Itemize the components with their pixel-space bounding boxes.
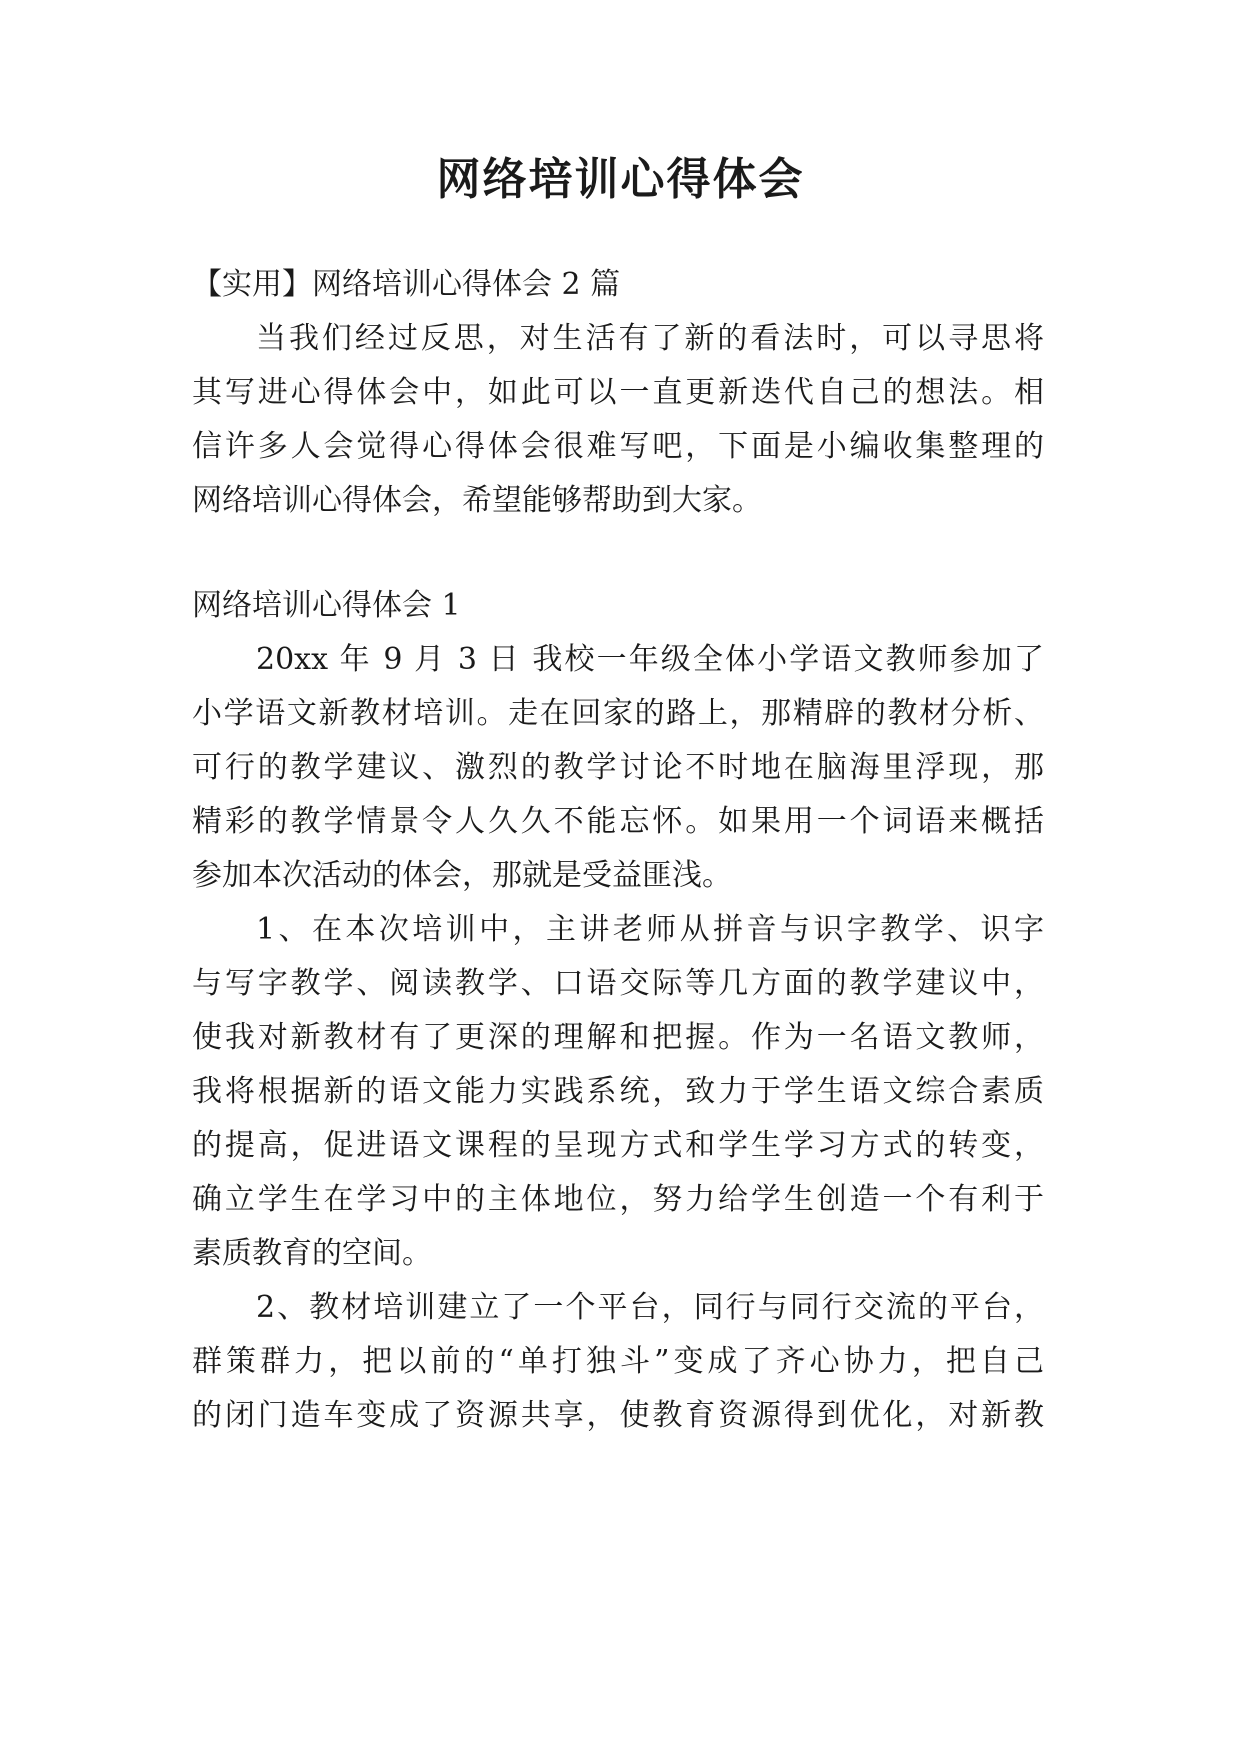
paragraph-line: 使我对新教材有了更深的理解和把握。作为一名语文教师， — [192, 1020, 1044, 1055]
document-subtitle: 【实用】网络培训心得体会 2 篇 — [192, 267, 621, 302]
section-heading: 网络培训心得体会 1 — [192, 588, 461, 623]
paragraph-line: 参加本次活动的体会，那就是受益匪浅。 — [192, 858, 732, 893]
paragraph-line: 2、教材培训建立了一个平台，同行与同行交流的平台， — [256, 1290, 1044, 1325]
paragraph-line: 我将根据新的语文能力实践系统，致力于学生语文综合素质 — [192, 1074, 1044, 1109]
paragraph-line: 的闭门造车变成了资源共享，使教育资源得到优化，对新教 — [192, 1398, 1044, 1433]
paragraph-line: 的提高，促进语文课程的呈现方式和学生学习方式的转变， — [192, 1128, 1044, 1163]
page-title: 网络培训心得体会 — [436, 154, 805, 205]
paragraph-line: 小学语文新教材培训。走在回家的路上，那精辟的教材分析、 — [192, 696, 1044, 731]
paragraph-line: 确立学生在学习中的主体地位，努力给学生创造一个有利于 — [192, 1182, 1044, 1217]
intro-line: 网络培训心得体会，希望能够帮助到大家。 — [192, 483, 762, 518]
paragraph-line: 与写字教学、阅读教学、口语交际等几方面的教学建议中， — [192, 966, 1044, 1001]
paragraph-line: 群策群力，把以前的“单打独斗”变成了齐心协力，把自己 — [192, 1344, 1044, 1379]
intro-line: 其写进心得体会中，如此可以一直更新迭代自己的想法。相 — [192, 375, 1044, 410]
paragraph-line: 1、在本次培训中，主讲老师从拼音与识字教学、识字 — [256, 912, 1044, 947]
paragraph-line: 可行的教学建议、激烈的教学讨论不时地在脑海里浮现，那 — [192, 750, 1044, 785]
intro-line: 当我们经过反思，对生活有了新的看法时，可以寻思将 — [256, 321, 1044, 356]
intro-line: 信许多人会觉得心得体会很难写吧，下面是小编收集整理的 — [192, 429, 1044, 464]
paragraph-line: 精彩的教学情景令人久久不能忘怀。如果用一个词语来概括 — [192, 804, 1044, 839]
paragraph-line: 素质教育的空间。 — [192, 1236, 432, 1271]
paragraph-line: 20xx 年 9 月 3 日 我校一年级全体小学语文教师参加了 — [256, 642, 1044, 677]
